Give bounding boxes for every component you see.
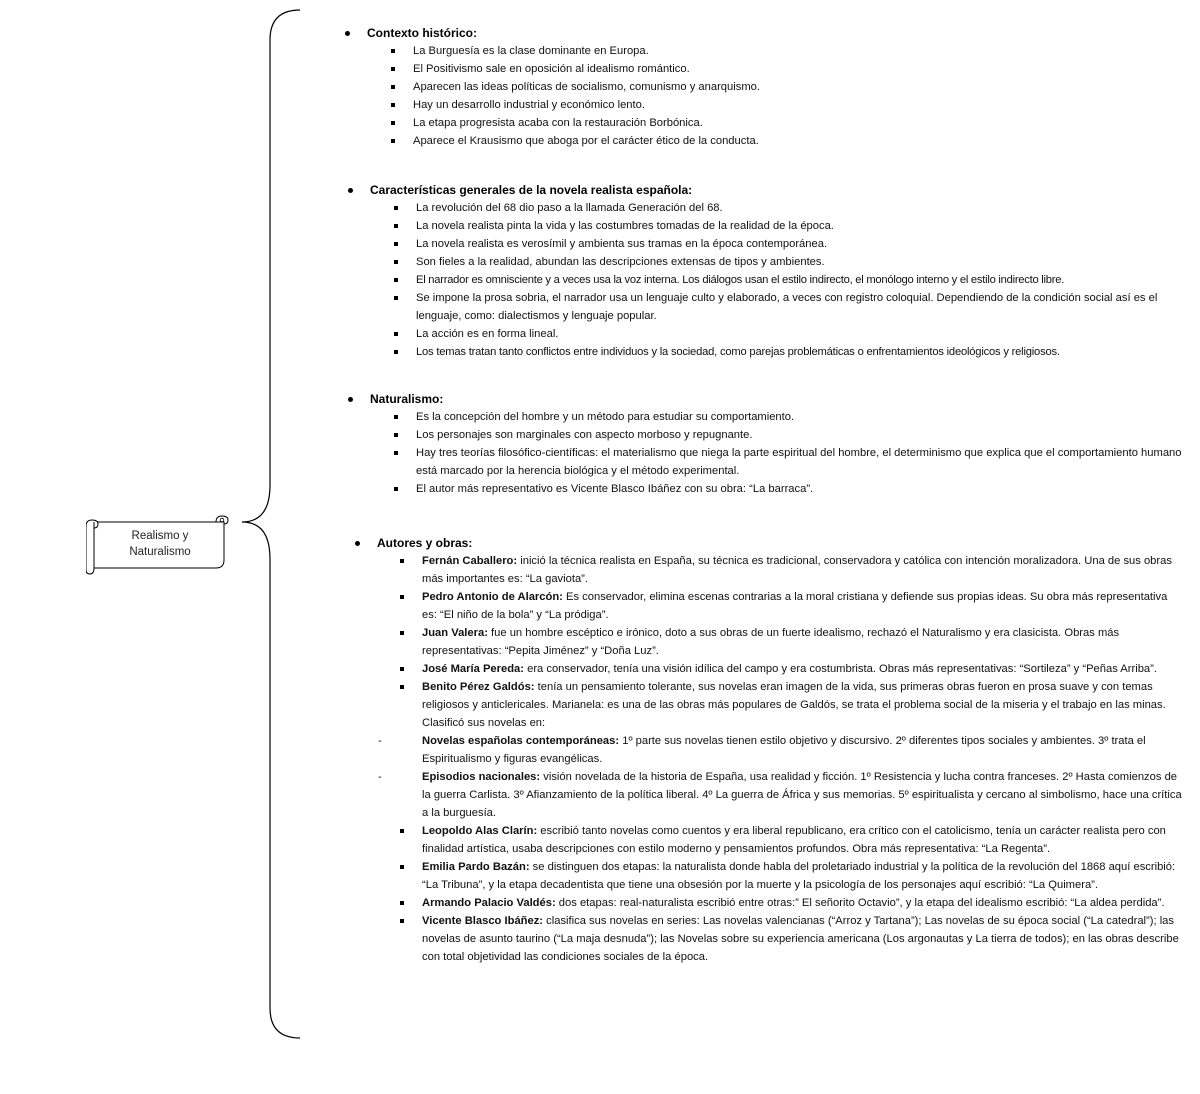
square-bullet-icon — [400, 919, 404, 923]
square-bullet-icon — [391, 121, 395, 125]
sub-item: - Episodios nacionales: visión novelada de la historia de España, usa realidad y ficción. 1º Resistencia y lucha contra franceses. 2º Hasta comienzos de la guerra Carlista. 3º Afianzamiento de la política liberal. 4º La guerra de África y sus memorias. 5º espiritualista y cercano al simbolismo, hace una crítica a la burguesía. — [400, 768, 1185, 822]
section-title: Contexto histórico: — [367, 26, 477, 40]
bullet-icon — [348, 397, 353, 402]
list-item: Son fieles a la realidad, abundan las descripciones extensas de tipos y ambientes. — [394, 253, 1184, 271]
item-list — [394, 199, 1184, 361]
square-bullet-icon — [400, 595, 404, 599]
author-item: Benito Pérez Galdós: tenía un pensamiento tolerante, sus novelas eran imagen de la vida, sus primeras obras fueron en prosa suave y con temas religiosos y anticlericales. Marianela: es una de las obras más populares de Galdós, se trata el problema social de la miseria y el trabajo en las minas. Clasificó sus novelas en: — [400, 678, 1185, 732]
square-bullet-icon — [394, 350, 398, 354]
section-caracteristicas — [348, 181, 1188, 361]
section-title: Autores y obras: — [377, 536, 473, 550]
bullet-icon — [348, 188, 353, 193]
root-scroll-node — [86, 514, 230, 576]
author-item: Fernán Caballero: inició la técnica realista en España, su técnica es tradicional, conservadora y católica con intención moralizadora. Una de sus obras más importantes es: “La gaviota”. — [400, 552, 1185, 588]
square-bullet-icon — [394, 278, 398, 282]
list-item: La revolución del 68 dio paso a la llamada Generación del 68. — [394, 199, 1184, 217]
square-bullet-icon — [391, 49, 395, 53]
section-naturalismo — [348, 390, 1188, 498]
square-bullet-icon — [400, 901, 404, 905]
item-list — [391, 42, 1185, 150]
author-item: Emilia Pardo Bazán: se distinguen dos etapas: la naturalista donde habla del proletariado industrial y la política de la revolución del 1868 aquí escribió: “La Tribuna”, y la etapa decadentista que tiene una obsesión por la muerte y la psicología de los personajes aquí escribió: “La Quimera”. — [400, 858, 1185, 894]
square-bullet-icon — [394, 487, 398, 491]
list-item: La acción es en forma lineal. — [394, 325, 1184, 343]
square-bullet-icon — [394, 415, 398, 419]
author-item: Leopoldo Alas Clarín: escribió tanto novelas como cuentos y era liberal republicano, era crítico con el catolicismo, tenía un carácter realista pero con finalidad artística, usaba descripciones con estilo moderno y pensamientos profundos. Obra más representativa: “La Regenta”. — [400, 822, 1185, 858]
bullet-icon — [355, 541, 360, 546]
author-item: Juan Valera: fue un hombre escéptico e irónico, doto a sus obras de un fuerte idealismo, rechazó el Naturalismo y era clasicista. Obras más representativas: “Pepita Jiménez” y “Doña Luz”. — [400, 624, 1185, 660]
list-item: Hay tres teorías filosófico-científicas: el materialismo que niega la parte espiritual del hombre, el determinismo que explica que el comportamiento humano está marcado por la herencia biológica y el método experimental. — [394, 444, 1184, 480]
list-item: Es la concepción del hombre y un método para estudiar su comportamiento. — [394, 408, 1184, 426]
square-bullet-icon — [391, 103, 395, 107]
section-heading — [348, 390, 1188, 408]
list-item: El autor más representativo es Vicente Blasco Ibáñez con su obra: “La barraca”. — [394, 480, 1184, 498]
square-bullet-icon — [400, 865, 404, 869]
author-item: Armando Palacio Valdés: dos etapas: real-naturalista escribió entre otras:” El señorito Octavio”, y la etapa del idealismo escribió: “La aldea perdida”. — [400, 894, 1185, 912]
list-item: La novela realista pinta la vida y las costumbres tomadas de la realidad de la época. — [394, 217, 1184, 235]
list-item: Se impone la prosa sobria, el narrador usa un lenguaje culto y elaborado, a veces con registro coloquial. Dependiendo de la condición social así es el lenguaje, como: dialectismos y lenguaje popular. — [394, 289, 1184, 325]
square-bullet-icon — [400, 685, 404, 689]
list-item: Los personajes son marginales con aspecto morboso y repugnante. — [394, 426, 1184, 444]
list-item: Hay un desarrollo industrial y económico lento. — [391, 96, 1185, 114]
item-list — [378, 552, 1185, 966]
square-bullet-icon — [400, 829, 404, 833]
square-bullet-icon — [394, 433, 398, 437]
list-item: La etapa progresista acaba con la restauración Borbónica. — [391, 114, 1185, 132]
square-bullet-icon — [394, 242, 398, 246]
square-bullet-icon — [391, 85, 395, 89]
root-label: Realismo y Naturalismo — [129, 530, 191, 558]
dash-bullet-icon: - — [378, 735, 382, 747]
square-bullet-icon — [400, 667, 404, 671]
author-item: Pedro Antonio de Alarcón: Es conservador, elimina escenas contrarias a la moral cristiana y defiende sus propias ideas. Su obra más representativa es: “El niño de la bola” y “La pródiga”. — [400, 588, 1185, 624]
list-item: La novela realista es verosímil y ambienta sus tramas en la época contemporánea. — [394, 235, 1184, 253]
section-heading — [345, 24, 1185, 42]
list-item: El Positivismo sale en oposición al idealismo romántico. — [391, 60, 1185, 78]
section-autores-obras — [355, 534, 1185, 966]
square-bullet-icon — [394, 260, 398, 264]
sub-item: - Novelas españolas contemporáneas: 1º parte sus novelas tienen estilo objetivo y discursivo. 2º diferentes tipos sociales y ambientes. 3º trata el Espiritualismo y figuras evangélicas. — [400, 732, 1185, 768]
dash-bullet-icon: - — [378, 771, 382, 783]
section-title: Naturalismo: — [370, 392, 444, 406]
list-item: Aparecen las ideas políticas de socialismo, comunismo y anarquismo. — [391, 78, 1185, 96]
square-bullet-icon — [394, 206, 398, 210]
item-list — [394, 408, 1184, 498]
square-bullet-icon — [394, 451, 398, 455]
section-heading — [355, 534, 1185, 552]
list-item: La Burguesía es la clase dominante en Europa. — [391, 42, 1185, 60]
section-contexto-historico — [345, 24, 1185, 150]
list-item: Los temas tratan tanto conflictos entre individuos y la sociedad, como parejas problemáticas o enfrentamientos ideológicos y religiosos. — [394, 343, 1184, 361]
square-bullet-icon — [400, 631, 404, 635]
square-bullet-icon — [394, 296, 398, 300]
list-item: Aparece el Krausismo que aboga por el carácter ético de la conducta. — [391, 132, 1185, 150]
square-bullet-icon — [400, 559, 404, 563]
list-item: El narrador es omnisciente y a veces usa la voz interna. Los diálogos usan el estilo indirecto, el monólogo interno y el estilo indirecto libre. — [394, 271, 1184, 289]
square-bullet-icon — [394, 224, 398, 228]
author-item: José María Pereda: era conservador, tenía una visión idílica del campo y era costumbrista. Obras más representativas: “Sortileza” y “Peñas Arriba”. — [400, 660, 1185, 678]
square-bullet-icon — [391, 139, 395, 143]
bullet-icon — [345, 31, 350, 36]
section-title: Características generales de la novela realista española: — [370, 183, 693, 197]
author-item: Vicente Blasco Ibáñez: clasifica sus novelas en series: Las novelas valencianas (“Arroz y Tartana”); Las novelas de su época social (“La catedral”); las novelas de asunto taurino (“La maja desnuda”); las Novelas sobre su experiencia americana (Los argonautas y La tierra de todos); en las obras describe con total objetividad las condiciones sociales de la época. — [400, 912, 1185, 966]
square-bullet-icon — [394, 332, 398, 336]
section-heading — [348, 181, 1188, 199]
square-bullet-icon — [391, 67, 395, 71]
